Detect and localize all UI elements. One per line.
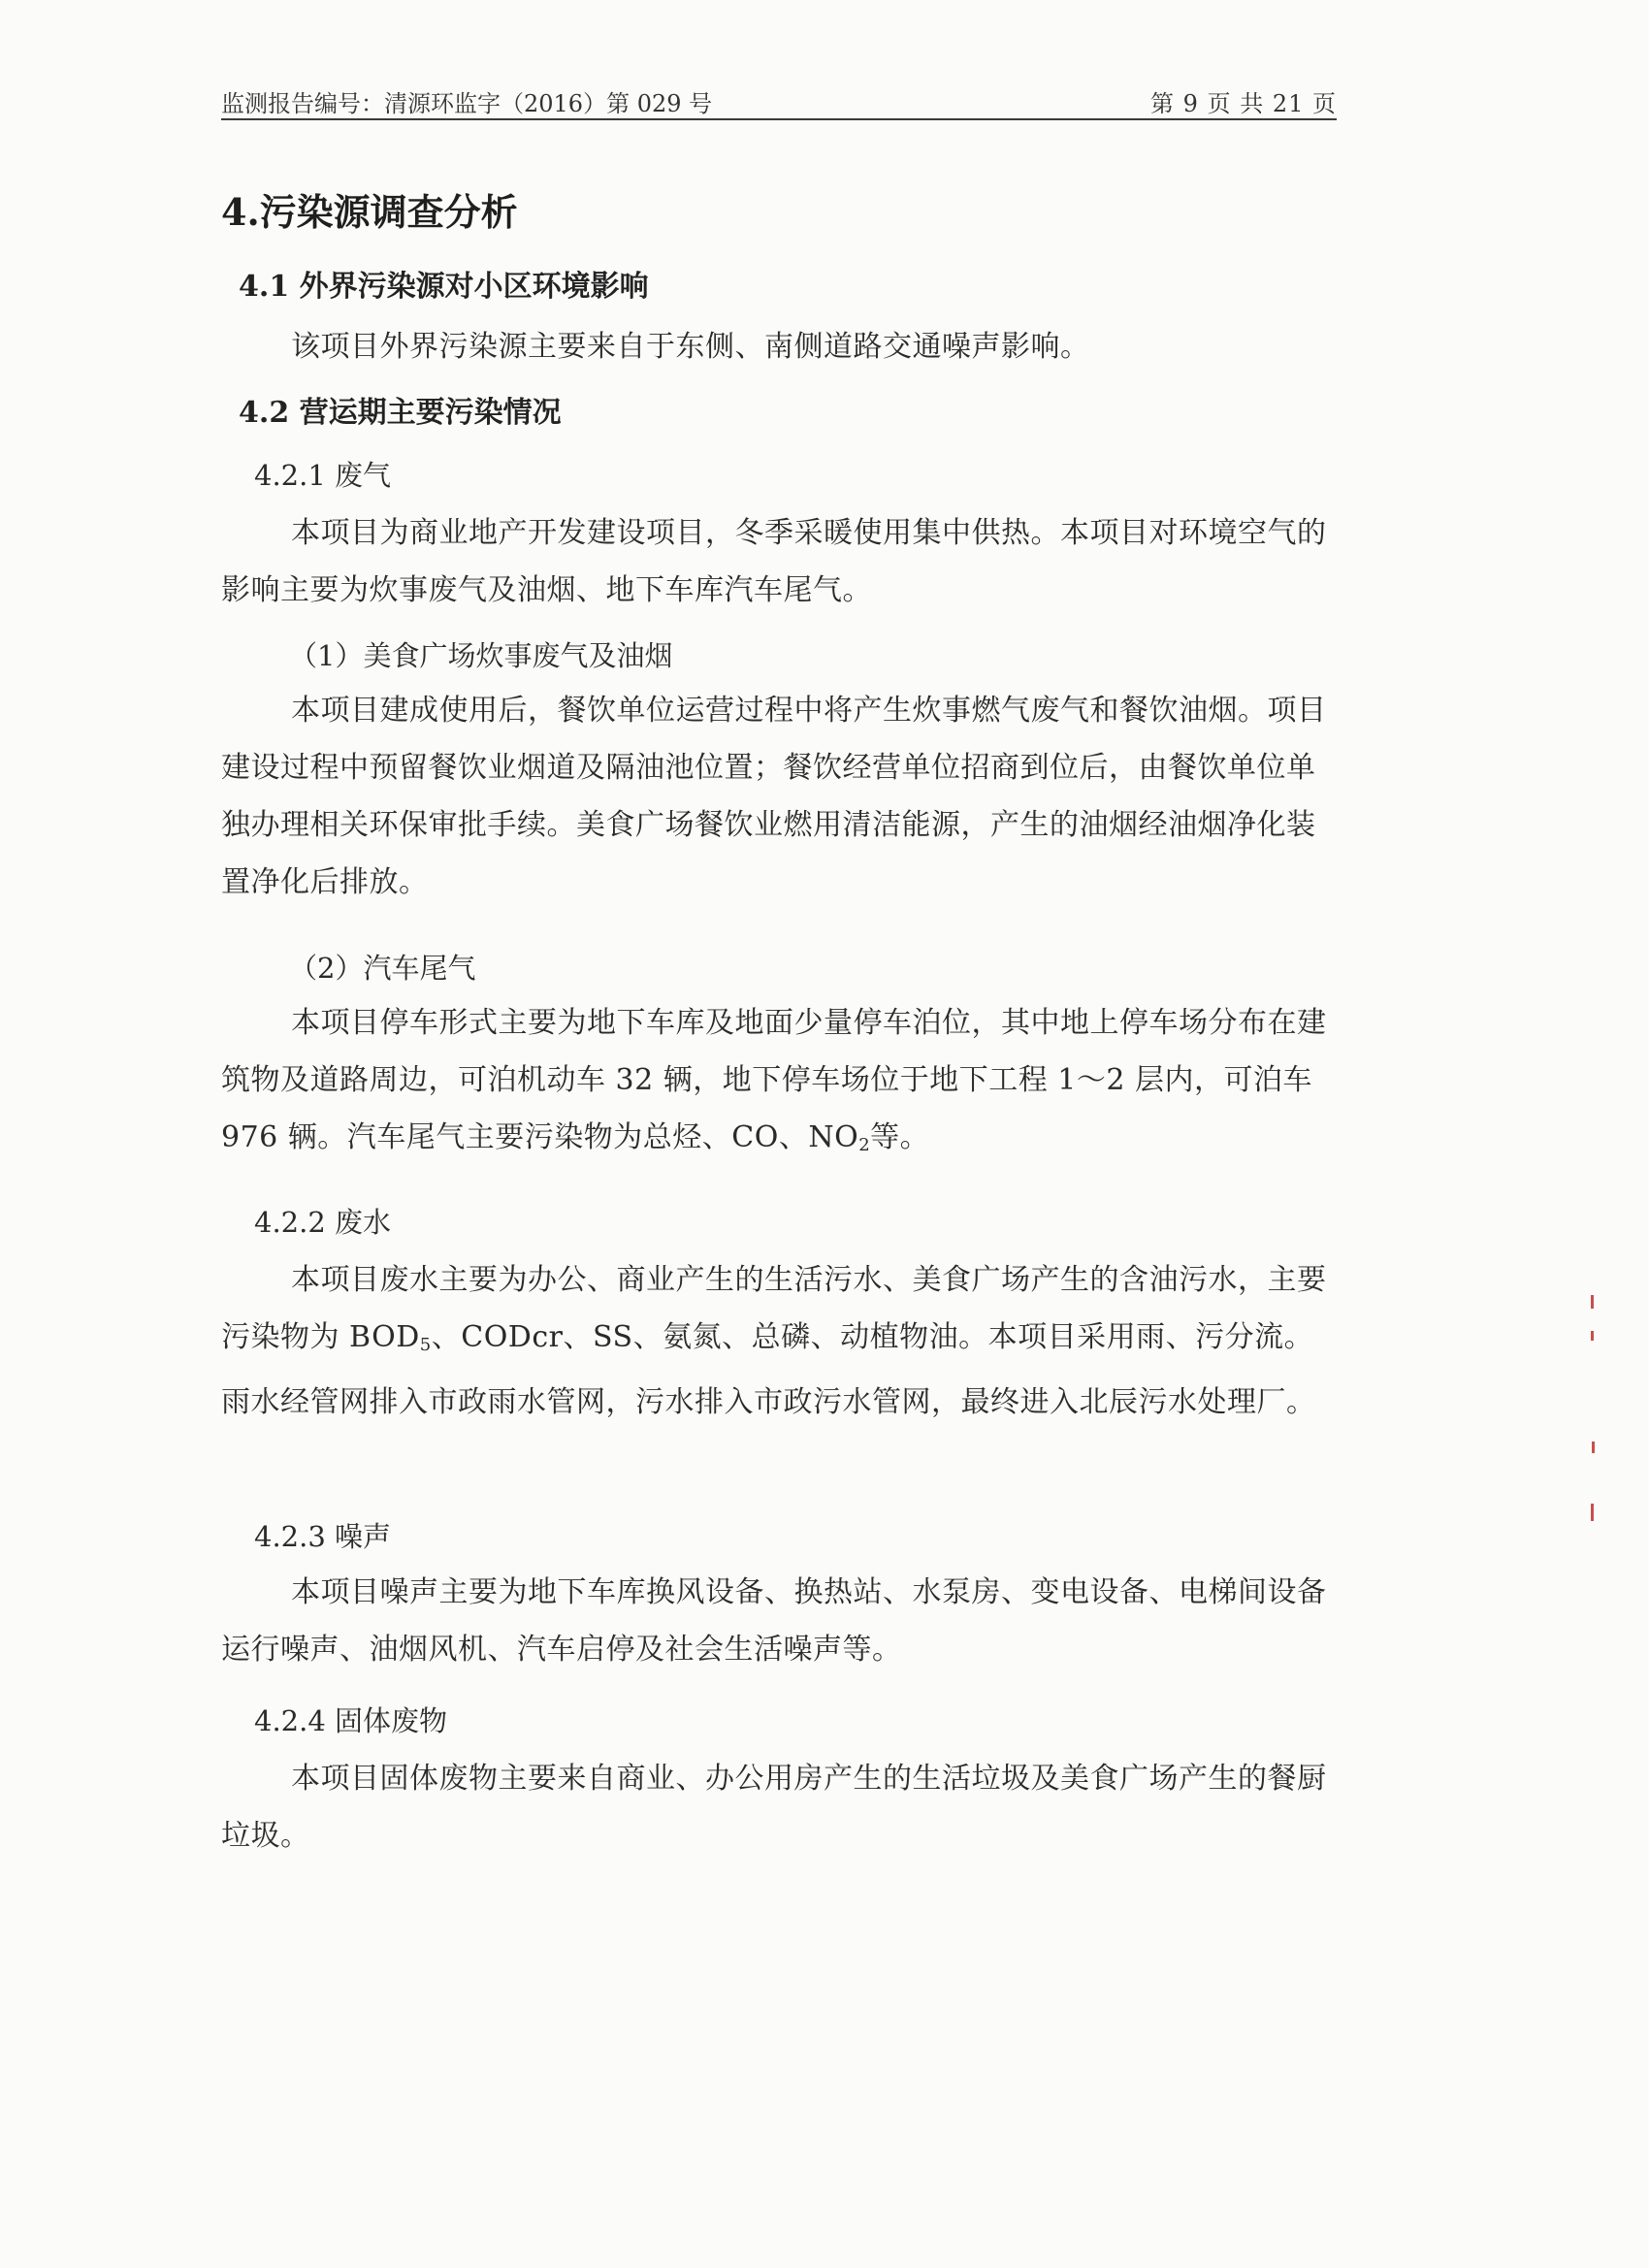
heading-4-2-4: 4.2.4 固体废物 [254, 1704, 448, 1737]
paragraph-waste-gas-intro: 本项目为商业地产开发建设项目，冬季采暖使用集中供热。本项目对环境空气的影响主要为炊事废气及油烟、地下车库汽车尾气。 [221, 516, 1327, 607]
heading-4-2-3: 4.2.3 噪声 [254, 1520, 392, 1553]
item-2-heading: （2）汽车尾气 [289, 952, 476, 985]
page-header [221, 81, 1337, 119]
item-1-heading: （1）美食广场炊事废气及油烟 [289, 639, 673, 672]
scan-mark [1591, 1331, 1594, 1341]
paragraph-4-1: 该项目外界污染源主要来自于东侧、南侧道路交通噪声影响。 [291, 330, 1090, 364]
paragraph-vehicle-exhaust: 本项目停车形式主要为地下车库及地面少量停车泊位，其中地上停车场分布在建筑物及道路周边，可泊机动车 32 辆，地下停车场位于地下工程 1～2 层内，可泊车 976 辆。汽车尾气主要污染物为总烃、CO、$NO_2$等。 [221, 1006, 1327, 1155]
heading-4-2-2: 4.2.2 废水 [254, 1206, 392, 1239]
heading-4-2: 4.2 营运期主要污染情况 [239, 396, 562, 430]
heading-4-2-1: 4.2.1 废气 [254, 459, 392, 492]
heading-4-1: 4.1 外界污染源对小区环境影响 [239, 270, 649, 304]
paragraph-solid-waste: 本项目固体废物主要来自商业、办公用房产生的生活垃圾及美食广场产生的餐厨垃圾。 [221, 1762, 1327, 1853]
section-title: 4.污染源调查分析 [221, 190, 518, 234]
scan-mark [1591, 1295, 1594, 1309]
scan-mark [1591, 1504, 1594, 1521]
report-number: 监测报告编号：清源环监字（2016）第 029 号 [221, 90, 713, 117]
paragraph-food-court: 本项目建成使用后，餐饮单位运营过程中将产生炊事燃气废气和餐饮油烟。项目建设过程中预留餐饮业烟道及隔油池位置；餐饮经营单位招商到位后，由餐饮单位单独办理相关环保审批手续。美食广场餐饮业燃用清洁能源，产生的油烟经油烟净化装置净化后排放。 [221, 694, 1327, 899]
header-divider [221, 118, 1337, 120]
scan-mark [1592, 1442, 1595, 1453]
paragraph-wastewater: 本项目废水主要为办公、商业产生的生活污水、美食广场产生的含油污水，主要污染物为 $BOD_5$、CODcr、SS、氨氮、总磷、动植物油。本项目采用雨、污分流。雨水经管网排入市政雨水管网，污水排入市政污水管网，最终进入北辰污水处理厂。 [221, 1263, 1327, 1419]
page-number: 第 9 页 共 21 页 [1150, 90, 1337, 117]
paragraph-noise: 本项目噪声主要为地下车库换风设备、换热站、水泵房、变电设备、电梯间设备运行噪声、油烟风机、汽车启停及社会生活噪声等。 [221, 1575, 1327, 1667]
